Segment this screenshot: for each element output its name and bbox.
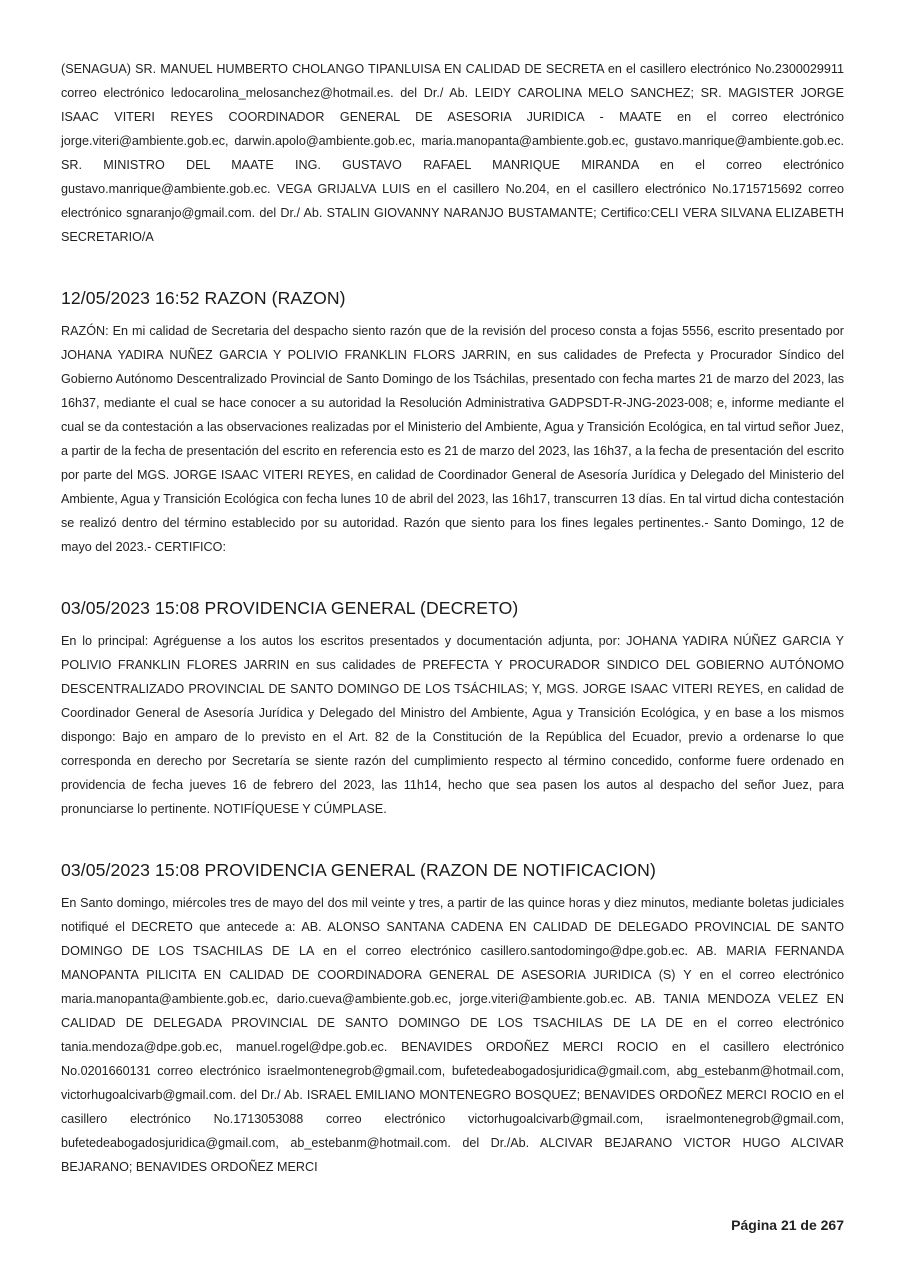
entry-heading: 03/05/2023 15:08 PROVIDENCIA GENERAL (DECRETO) xyxy=(61,598,519,618)
entry-body: RAZÓN: En mi calidad de Secretaria del despacho siento razón que de la revisión del proceso consta a fojas 5556, escrito presentado por JOHANA YADIRA NUÑEZ GARCIA Y POLIVIO FRANKLIN FLORS JARRIN, en sus calidades de Prefecta y Procurador Síndico del Gobierno Autónomo Descentralizado Provincial de Santo Domingo de los Tsáchilas, presentado con fecha martes 21 de marzo del 2023, las 16h37, mediante el cual se hace conocer a su autoridad la Resolución Administrativa GADPSDT-R-JNG-2023-008; e, informe mediante el cual se da contestación a las observaciones realizadas por el Ministerio del Ambiente, Agua y Transición Ecológica, en tal virtud señor Juez, a partir de la fecha de presentación del escrito en referencia esto es 21 de marzo del 2023, las 16h37, a la fecha de presentación del escrito por parte del MGS. JORGE ISAAC VITERI REYES, en calidad de Coordinador General de Asesoría Jurídica y Delegado del Ministerio del Ambiente, Agua y Transición Ecológica con fecha lunes 10 de abril del 2023, las 16h17, transcurren 13 días. En tal virtud dicha contestación se realizó dentro del término establecido por su autoridad. Razón que siento para los fines legales pertinentes.- Santo Domingo, 12 de mayo del 2023.- CERTIFICO: xyxy=(61,324,844,554)
docket-entry xyxy=(61,595,844,821)
entry-body: En lo principal: Agréguense a los autos los escritos presentados y documentación adjunta, por: JOHANA YADIRA NÚÑEZ GARCIA Y POLIVIO FRANKLIN FLORES JARRIN en sus calidades de PREFECTA Y PROCURADOR SINDICO DEL GOBIERNO AUTÓNOMO DESCENTRALIZADO PROVINCIAL DE SANTO DOMINGO DE LOS TSÁCHILAS; Y, MGS. JORGE ISAAC VITERI REYES, en calidad de Coordinador General de Asesoría Jurídica y Delegado del Ministro del Ambiente, Agua y Transición Ecológica, y en base a los mismos dispongo: Bajo en amparo de lo previsto en el Art. 82 de la Constitución de la República del Ecuador, previo a ordenarse lo que corresponda en derecho por Secretaría se siente razón del cumplimiento respecto al término concedido, conforme fuere ordenado en providencia de fecha jueves 16 de febrero del 2023, las 11h14, hecho que sea pasen los autos al despacho del señor Juez, para pronunciarse lo pertinente. NOTIFÍQUESE Y CÚMPLASE. xyxy=(61,634,844,816)
entry-body: En Santo domingo, miércoles tres de mayo del dos mil veinte y tres, a partir de las quince horas y diez minutos, mediante boletas judiciales notifiqué el DECRETO que antecede a: AB. ALONSO SANTANA CADENA EN CALIDAD DE DELEGADO PROVINCIAL DE SANTO DOMINGO DE LOS TSACHILAS DE LA en el correo electrónico casillero.santodomingo@dpe.gob.ec. AB. MARIA FERNANDA MANOPANTA PILICITA EN CALIDAD DE COORDINADORA GENERAL DE ASESORIA JURIDICA (S) Y en el correo electrónico maria.manopanta@ambiente.gob.ec, dario.cueva@ambiente.gob.ec, jorge.viteri@ambiente.gob.ec. AB. TANIA MENDOZA VELEZ EN CALIDAD DE DELEGADA PROVINCIAL DE SANTO DOMINGO DE LOS TSACHILAS DE LA DE en el correo electrónico tania.mendoza@dpe.gob.ec, manuel.rogel@dpe.gob.ec. BENAVIDES ORDOÑEZ MERCI ROCIO en el casillero electrónico No.0201660131 correo electrónico israelmontenegrob@gmail.com, bufetedeabogadosjuridica@gmail.com, abg_estebanm@hotmail.com, victorhugoalcivarb@gmail.com. del Dr./ Ab. ISRAEL EMILIANO MONTENEGRO BOSQUEZ; BENAVIDES ORDOÑEZ MERCI ROCIO en el casillero electrónico No.1713053088 correo electrónico victorhugoalcivarb@gmail.com, israelmontenegrob@gmail.com, bufetedeabogadosjuridica@gmail.com, ab_estebanm@hotmail.com. del Dr./Ab. ALCIVAR BEJARANO VICTOR HUGO ALCIVAR BEJARANO; BENAVIDES ORDOÑEZ MERCI xyxy=(61,896,844,1174)
docket-entry xyxy=(61,285,844,559)
entry-heading: 03/05/2023 15:08 PROVIDENCIA GENERAL (RAZON DE NOTIFICACION) xyxy=(61,860,656,880)
docket-entry xyxy=(61,857,844,1179)
entry-heading: 12/05/2023 16:52 RAZON (RAZON) xyxy=(61,288,346,308)
intro-paragraph: (SENAGUA) SR. MANUEL HUMBERTO CHOLANGO TIPANLUISA EN CALIDAD DE SECRETA en el casillero electrónico No.2300029911 correo electrónico ledocarolina_melosanchez@hotmail.es. del Dr./ Ab. LEIDY CAROLINA MELO SANCHEZ; SR. MAGISTER JORGE ISAAC VITERI REYES COORDINADOR GENERAL DE ASESORIA JURIDICA - MAATE en el correo electrónico jorge.viteri@ambiente.gob.ec, darwin.apolo@ambiente.gob.ec, maria.manopanta@ambiente.gob.ec, gustavo.manrique@ambiente.gob.ec. SR. MINISTRO DEL MAATE ING. GUSTAVO RAFAEL MANRIQUE MIRANDA en el correo electrónico gustavo.manrique@ambiente.gob.ec. VEGA GRIJALVA LUIS en el casillero No.204, en el casillero electrónico No.1715715692 correo electrónico sgnaranjo@gmail.com. del Dr./ Ab. STALIN GIOVANNY NARANJO BUSTAMANTE; Certifico:CELI VERA SILVANA ELIZABETH SECRETARIO/A xyxy=(61,62,844,244)
document-page xyxy=(61,57,844,1179)
page-number: Página 21 de 267 xyxy=(731,1217,844,1233)
